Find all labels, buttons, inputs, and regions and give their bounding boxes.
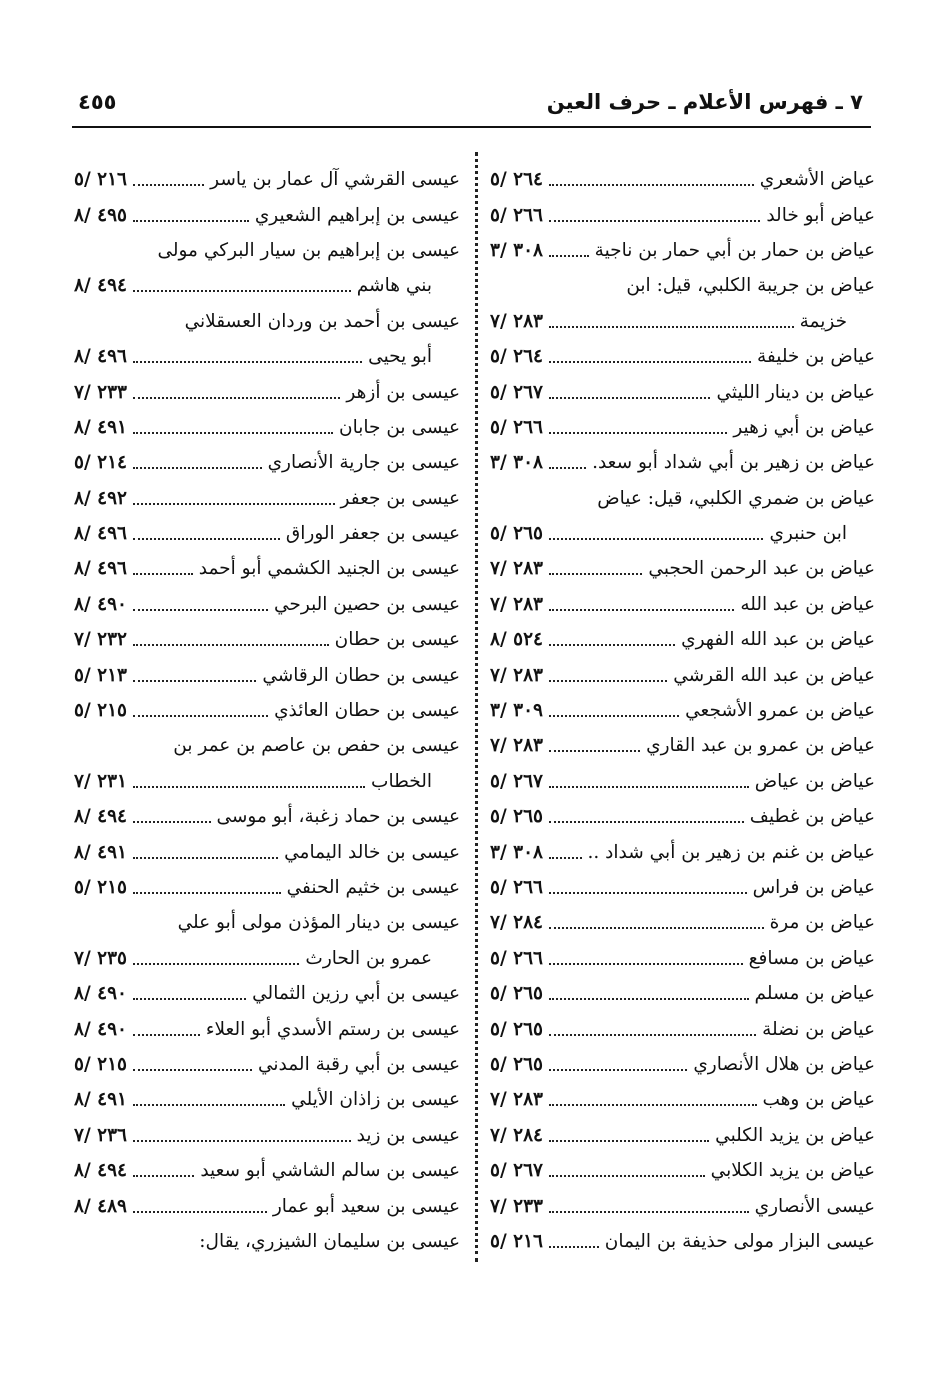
entry-name: عيسى البزار مولى حذيفة بن اليمان bbox=[604, 1230, 875, 1252]
entry-reference: ٢٨٣ /٧ bbox=[490, 1089, 543, 1111]
leader-dots bbox=[549, 360, 751, 363]
entry-name: عياض بن مسلم bbox=[754, 983, 875, 1005]
entry-name: عيسى بن حطان bbox=[334, 629, 460, 651]
leader-dots bbox=[133, 997, 246, 1000]
leader-dots bbox=[549, 396, 711, 399]
leader-dots bbox=[133, 183, 204, 186]
leader-dots bbox=[549, 431, 727, 434]
index-entry bbox=[490, 622, 875, 657]
index-entry bbox=[490, 941, 875, 976]
index-entry bbox=[74, 799, 460, 834]
entry-name: عياض بن زهير بن أبي شداد أبو سعد. bbox=[592, 452, 875, 474]
index-entry bbox=[490, 657, 875, 692]
entry-reference: ٢٣٦ /٧ bbox=[74, 1124, 127, 1146]
entry-reference: ٢١٣ /٥ bbox=[74, 664, 127, 686]
index-entry bbox=[74, 410, 460, 445]
leader-dots bbox=[549, 219, 760, 222]
entry-name: عياض بن مسافع bbox=[748, 947, 875, 969]
entry-reference: ٢٨٣ /٧ bbox=[490, 558, 543, 580]
leader-dots bbox=[133, 572, 193, 575]
entry-name: عياض بن خليفة bbox=[756, 346, 875, 368]
entry-name: عياض بن عمرو بن عبد القاري bbox=[646, 735, 875, 757]
index-entry bbox=[490, 445, 875, 480]
index-entry bbox=[74, 304, 460, 339]
leader-dots bbox=[549, 714, 679, 717]
page-header bbox=[72, 88, 871, 128]
entry-reference: ٢٦٥ /٥ bbox=[490, 523, 543, 545]
leader-dots bbox=[549, 466, 586, 469]
entry-reference: ٢٨٣ /٧ bbox=[490, 664, 543, 686]
entry-name: عيسى بن إبراهيم بن سيار البركي مولى bbox=[157, 239, 460, 261]
entry-reference: ٢٦٦ /٥ bbox=[490, 947, 543, 969]
entry-name: عيسى بن أزهر bbox=[346, 381, 460, 403]
index-entry bbox=[490, 834, 875, 869]
entry-reference: ٢٣٥ /٧ bbox=[74, 947, 127, 969]
index-entry bbox=[490, 764, 875, 799]
entry-name: عيسى بن زاذان الأيلي bbox=[291, 1089, 460, 1111]
entry-reference: ٤٩٦ /٨ bbox=[74, 346, 127, 368]
entry-name: عياض بن دينار الليثي bbox=[716, 381, 875, 403]
leader-dots bbox=[549, 325, 794, 328]
entry-name: عياض بن جريبة الكلبي، قيل: ابن bbox=[626, 275, 875, 297]
index-entry bbox=[74, 516, 460, 551]
entry-name: عيسى بن إبراهيم الشعيري bbox=[254, 204, 460, 226]
entry-reference: ٤٨٩ /٨ bbox=[74, 1195, 127, 1217]
index-entry bbox=[74, 622, 460, 657]
index-entry bbox=[490, 1153, 875, 1188]
leader-dots bbox=[549, 183, 754, 186]
entry-name: عياض بن يزيد الكلبي bbox=[715, 1124, 875, 1146]
entry-name: عيسى بن جابان bbox=[339, 416, 460, 438]
entry-name: عياض بن وهب bbox=[762, 1089, 875, 1111]
entry-reference: ٢١٤ /٥ bbox=[74, 452, 127, 474]
index-entry bbox=[74, 481, 460, 516]
entry-name: عياض بن عبد الرحمن الحجبي bbox=[648, 558, 875, 580]
entry-reference: ٢٦٥ /٥ bbox=[490, 1018, 543, 1040]
entry-name: عيسى بن أحمد بن وردان العسقلاني bbox=[184, 310, 460, 332]
entry-name: عياض بن أبي زهير bbox=[733, 416, 875, 438]
entry-reference: ٤٩٢ /٨ bbox=[74, 487, 127, 509]
entry-reference: ٢٨٣ /٧ bbox=[490, 593, 543, 615]
leader-dots bbox=[133, 962, 299, 965]
index-entry bbox=[74, 728, 460, 763]
index-entry bbox=[490, 162, 875, 197]
index-entry bbox=[490, 304, 875, 339]
entry-name: عياض بن ضمري الكلبي، قيل: عياض bbox=[597, 487, 875, 509]
entry-name: عيسى بن خثيم الحنفي bbox=[286, 877, 460, 898]
entry-name: عيسى الأنصاري bbox=[754, 1195, 875, 1217]
entry-reference: ٢٦٧ /٥ bbox=[490, 381, 543, 403]
entry-reference: ٢٦٤ /٥ bbox=[490, 346, 543, 368]
index-entry bbox=[74, 1047, 460, 1082]
index-entry bbox=[74, 587, 460, 622]
entry-name: عيسى بن حماد زغبة، أبو موسى bbox=[216, 806, 460, 828]
entry-reference: ٣٠٨ /٣ bbox=[490, 452, 543, 474]
entry-reference: ٢٣٣ /٧ bbox=[74, 381, 127, 403]
entry-reference: ٤٩٤ /٨ bbox=[74, 275, 127, 297]
entry-reference: ٥٢٤ /٨ bbox=[490, 629, 543, 651]
leader-dots bbox=[133, 502, 335, 505]
index-entry bbox=[490, 551, 875, 586]
entry-reference: ٢١٦ /٥ bbox=[490, 1230, 543, 1252]
entry-name: عياض بن عياض bbox=[754, 770, 875, 792]
index-entry bbox=[74, 268, 460, 303]
entry-name: عياض أبو خالد bbox=[766, 204, 875, 226]
index-entry bbox=[490, 1082, 875, 1117]
index-entry bbox=[490, 481, 875, 516]
leader-dots bbox=[549, 254, 589, 257]
index-entry bbox=[490, 728, 875, 763]
entry-reference: ٣٠٨ /٣ bbox=[490, 841, 543, 863]
entry-name: عياض بن حمار بن أبي حمار بن ناجية bbox=[594, 239, 875, 261]
index-entry bbox=[74, 1011, 460, 1046]
leader-dots bbox=[549, 537, 764, 540]
entry-reference: ٢٦٥ /٥ bbox=[490, 1053, 543, 1075]
index-entry bbox=[74, 339, 460, 374]
leader-dots bbox=[133, 1033, 200, 1036]
entry-name: الخطاب bbox=[371, 770, 432, 792]
index-entry bbox=[490, 1188, 875, 1223]
index-entry bbox=[74, 551, 460, 586]
leader-dots bbox=[133, 1174, 194, 1177]
entry-reference: ٤٩٠ /٨ bbox=[74, 1018, 127, 1040]
index-entry bbox=[490, 1011, 875, 1046]
leader-dots bbox=[549, 997, 749, 1000]
entry-reference: ٤٩٠ /٨ bbox=[74, 593, 127, 615]
index-entry bbox=[490, 799, 875, 834]
leader-dots bbox=[133, 1139, 351, 1142]
entry-reference: ٣٠٩ /٣ bbox=[490, 700, 543, 722]
entry-reference: ٤٩١ /٨ bbox=[74, 841, 127, 863]
leader-dots bbox=[133, 714, 268, 717]
index-entry bbox=[74, 197, 460, 232]
entry-reference: ٢٦٦ /٥ bbox=[490, 416, 543, 438]
entry-name: عيسى بن جعفر bbox=[340, 487, 460, 509]
index-entry bbox=[74, 445, 460, 480]
entry-name: عيسى بن الجنيد الكشمي أبو أحمد bbox=[198, 558, 460, 580]
entry-reference: ٢٨٣ /٧ bbox=[490, 735, 543, 757]
entry-reference: ٤٩١ /٨ bbox=[74, 1089, 127, 1111]
entry-name: عيسى بن سعيد أبو عمار bbox=[272, 1195, 460, 1217]
entry-reference: ٢١٥ /٥ bbox=[74, 1053, 127, 1075]
index-entry bbox=[490, 1047, 875, 1082]
entry-name: خزيمة bbox=[799, 310, 847, 332]
entry-name: عياض بن هلال الأنصاري bbox=[693, 1053, 875, 1075]
leader-dots bbox=[549, 679, 667, 682]
entry-name: عياض بن غطيف bbox=[749, 806, 875, 828]
index-entry bbox=[490, 693, 875, 728]
entry-name: بني هاشم bbox=[356, 275, 432, 297]
entry-reference: ٢٦٦ /٥ bbox=[490, 877, 543, 898]
leader-dots bbox=[549, 643, 675, 646]
leader-dots bbox=[133, 360, 362, 363]
leader-dots bbox=[133, 679, 256, 682]
leader-dots bbox=[549, 608, 734, 611]
entry-name: عيسى بن دينار المؤذن مولى أبو علي bbox=[177, 912, 460, 934]
index-entry bbox=[74, 693, 460, 728]
entry-reference: ٢٣١ /٧ bbox=[74, 770, 127, 792]
entry-reference: ٢٦٦ /٥ bbox=[490, 204, 543, 226]
index-entry bbox=[490, 976, 875, 1011]
leader-dots bbox=[133, 820, 211, 823]
leader-dots bbox=[133, 431, 333, 434]
entry-reference: ٢٦٥ /٥ bbox=[490, 806, 543, 828]
entry-reference: ٤٩٤ /٨ bbox=[74, 806, 127, 828]
entry-name: عيسى القرشي آل عمار بن ياسر bbox=[210, 169, 460, 191]
index-entry bbox=[490, 516, 875, 551]
leader-dots bbox=[549, 856, 582, 859]
index-entry bbox=[490, 1224, 875, 1259]
leader-dots bbox=[133, 608, 268, 611]
index-entry bbox=[490, 905, 875, 940]
leader-dots bbox=[549, 891, 747, 894]
index-entry bbox=[74, 162, 460, 197]
index-entry bbox=[74, 1188, 460, 1223]
entry-name: عيسى بن حفص بن عاصم بن عمر بن bbox=[173, 735, 460, 757]
leader-dots bbox=[549, 1174, 705, 1177]
leader-dots bbox=[133, 537, 280, 540]
entry-name: أبو يحيى bbox=[368, 346, 432, 368]
entry-name: عياض بن عبد الله القرشي bbox=[673, 664, 875, 686]
entry-reference: ٢٨٤ /٧ bbox=[490, 1124, 543, 1146]
leader-dots bbox=[549, 1210, 749, 1213]
entry-reference: ٤٩٦ /٨ bbox=[74, 558, 127, 580]
entry-name: عيسى بن جعفر الوراق bbox=[285, 523, 460, 545]
leader-dots bbox=[549, 1103, 757, 1106]
entry-name: عيسى بن سالم الشاشي أبو سعيد bbox=[200, 1160, 460, 1182]
leader-dots bbox=[133, 643, 329, 646]
entry-reference: ٤٩٦ /٨ bbox=[74, 523, 127, 545]
entry-name: عمرو بن الحارث bbox=[305, 947, 432, 969]
leader-dots bbox=[133, 289, 351, 292]
entry-reference: ٢١٥ /٥ bbox=[74, 700, 127, 722]
entry-name: عياض بن عبد الله الفهري bbox=[681, 629, 875, 651]
entry-name: عيسى بن حطان الرقاشي bbox=[262, 664, 460, 686]
index-entry bbox=[490, 233, 875, 268]
entry-name: عيسى بن رستم الأسدي أبو العلاء bbox=[205, 1018, 460, 1040]
entry-reference: ٢٣٣ /٧ bbox=[490, 1195, 543, 1217]
entry-reference: ٢٦٤ /٥ bbox=[490, 169, 543, 191]
index-entry bbox=[490, 870, 875, 905]
index-column-right bbox=[490, 162, 875, 1259]
entry-reference: ٢٦٧ /٥ bbox=[490, 770, 543, 792]
entry-name: عياض بن غنم بن زهير بن أبي شداد .. bbox=[587, 841, 875, 863]
leader-dots bbox=[133, 1068, 252, 1071]
entry-name: عيسى بن زيد bbox=[356, 1124, 460, 1146]
entry-reference: ٢٦٧ /٥ bbox=[490, 1160, 543, 1182]
index-entry bbox=[74, 1082, 460, 1117]
entry-name: عيسى بن أبي رقبة المدني bbox=[257, 1053, 460, 1075]
leader-dots bbox=[549, 572, 642, 575]
entry-reference: ٣٠٨ /٣ bbox=[490, 239, 543, 261]
leader-dots bbox=[133, 856, 278, 859]
leader-dots bbox=[549, 1245, 599, 1248]
entry-name: عيسى بن حصين البرحي bbox=[274, 593, 460, 615]
index-entry bbox=[74, 657, 460, 692]
entry-reference: ٤٩٤ /٨ bbox=[74, 1160, 127, 1182]
entry-reference: ٢٣٢ /٧ bbox=[74, 629, 127, 651]
entry-name: عيسى بن جارية الأنصاري bbox=[267, 452, 460, 474]
entry-reference: ٤٩١ /٨ bbox=[74, 416, 127, 438]
index-entry bbox=[490, 587, 875, 622]
index-entry bbox=[490, 1118, 875, 1153]
index-entry bbox=[74, 976, 460, 1011]
index-column-left bbox=[74, 162, 460, 1259]
page-title: ٧ ـ فهرس الأعلام ـ حرف العين bbox=[546, 90, 863, 114]
entry-reference: ٢٨٤ /٧ bbox=[490, 912, 543, 934]
leader-dots bbox=[549, 749, 640, 752]
leader-dots bbox=[133, 219, 249, 222]
entry-name: عياض بن نضلة bbox=[762, 1018, 875, 1040]
leader-dots bbox=[549, 926, 764, 929]
leader-dots bbox=[549, 820, 744, 823]
index-entry bbox=[74, 905, 460, 940]
entry-reference: ٤٩٥ /٨ bbox=[74, 204, 127, 226]
index-entry bbox=[490, 374, 875, 409]
entry-name: عيسى بن أبي رزين الثمالي bbox=[252, 983, 460, 1005]
index-entry bbox=[490, 410, 875, 445]
index-entry bbox=[490, 339, 875, 374]
index-entry bbox=[74, 1224, 460, 1259]
index-entry bbox=[74, 764, 460, 799]
entry-name: عياض بن يزيد الكلابي bbox=[710, 1160, 875, 1182]
entry-name: عيسى بن خالد اليمامي bbox=[284, 841, 460, 863]
entry-reference: ٤٩٠ /٨ bbox=[74, 983, 127, 1005]
entry-name: عيسى بن حطان العائذي bbox=[274, 700, 460, 722]
index-entry bbox=[490, 268, 875, 303]
index-entry bbox=[74, 233, 460, 268]
leader-dots bbox=[133, 396, 340, 399]
leader-dots bbox=[133, 466, 262, 469]
leader-dots bbox=[133, 1210, 267, 1213]
index-entry bbox=[74, 834, 460, 869]
leader-dots bbox=[549, 1139, 709, 1142]
entry-name: عياض بن فراس bbox=[752, 877, 875, 898]
entry-reference: ٢٦٥ /٥ bbox=[490, 983, 543, 1005]
leader-dots bbox=[549, 785, 749, 788]
leader-dots bbox=[133, 1103, 285, 1106]
index-entry bbox=[74, 941, 460, 976]
leader-dots bbox=[549, 962, 743, 965]
leader-dots bbox=[549, 1068, 687, 1071]
index-entry bbox=[74, 1118, 460, 1153]
index-entry bbox=[490, 197, 875, 232]
leader-dots bbox=[133, 891, 281, 894]
entry-reference: ٢١٦ /٥ bbox=[74, 169, 127, 191]
entry-name: عياض بن عمرو الأشجعي bbox=[685, 700, 875, 722]
page-number: ٤٥٥ bbox=[78, 90, 117, 114]
entry-name: عياض الأشعري bbox=[759, 169, 875, 191]
entry-name: ابن حنبري bbox=[769, 523, 847, 545]
index-entry bbox=[74, 1153, 460, 1188]
leader-dots bbox=[133, 785, 365, 788]
entry-reference: ٢١٥ /٥ bbox=[74, 877, 127, 898]
leader-dots bbox=[549, 1033, 756, 1036]
index-entry bbox=[74, 374, 460, 409]
entry-name: عياض بن مرة bbox=[769, 912, 875, 934]
column-divider bbox=[475, 152, 478, 1262]
entry-name: عيسى بن سليمان الشيزري، يقال: bbox=[199, 1230, 460, 1252]
entry-name: عياض بن عبد الله bbox=[740, 593, 875, 615]
index-entry bbox=[74, 870, 460, 905]
entry-reference: ٢٨٣ /٧ bbox=[490, 310, 543, 332]
